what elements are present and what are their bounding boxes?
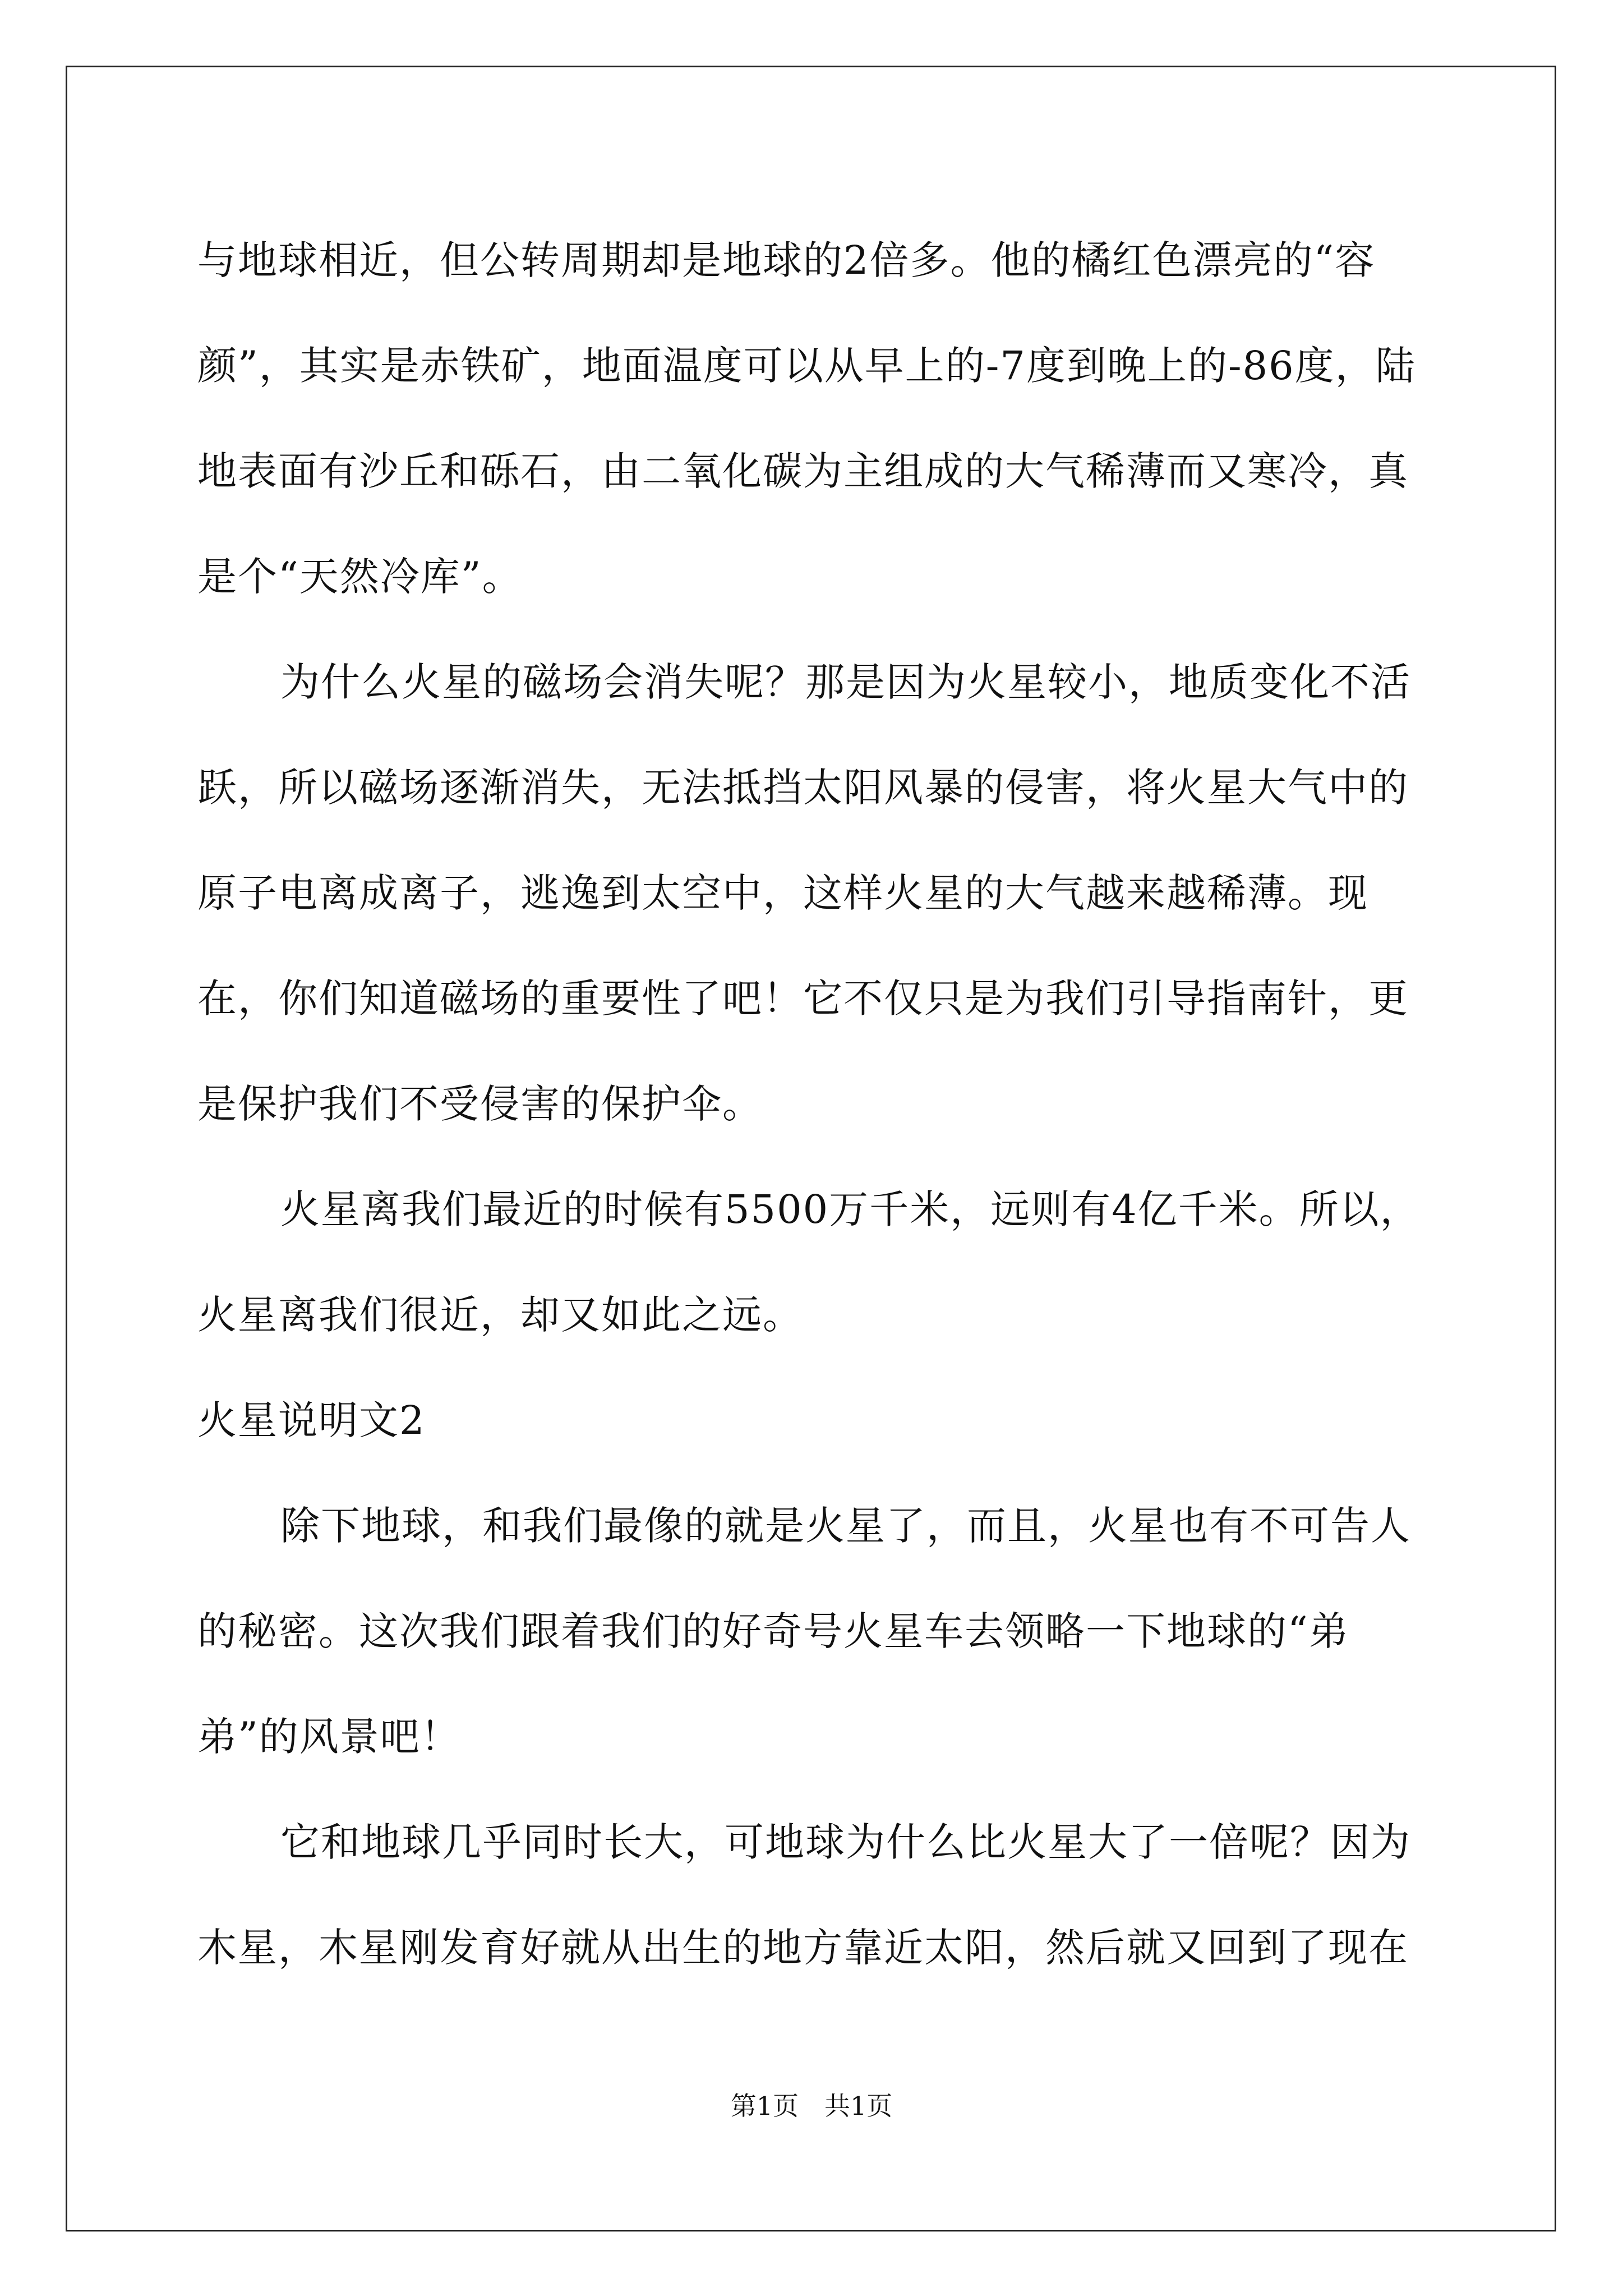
paragraph-1: 与地球相近，但公转周期却是地球的2倍多。他的橘红色漂亮的“容颜”，其实是赤铁矿，地面温度可以从早上的-7度到晚上的-86度，陆地表面有沙丘和砾石，由二氧化碳为主组成的大气稀薄而又寒冷，真是个“天然冷库”。 xyxy=(197,237,1416,600)
document-body xyxy=(197,208,1431,2000)
paragraph-4: 除下地球，和我们最像的就是火星了，而且，火星也有不可告人的秘密。这次我们跟着我们的好奇号火星车去领略一下地球的“弟弟”的风景吧！ xyxy=(197,1503,1411,1760)
section-heading: 火星说明文2 xyxy=(197,1397,426,1443)
paragraph-3: 火星离我们最近的时候有5500万千米，远则有4亿千米。所以，火星离我们很近，却又如此之远。 xyxy=(197,1186,1421,1338)
paragraph-5: 它和地球几乎同时长大，可地球为什么比火星大了一倍呢？因为木星，木星刚发育好就从出生的地方靠近太阳，然后就又回到了现在 xyxy=(197,1819,1411,1971)
paragraph-2: 为什么火星的磁场会消失呢？那是因为火星较小，地质变化不活跃，所以磁场逐渐消失，无法抵挡太阳风暴的侵害，将火星大气中的原子电离成离子，逃逸到太空中，这样火星的大气越来越稀薄。现在，你们知道磁场的重要性了吧！它不仅只是为我们引导指南针，更是保护我们不受侵害的保护伞。 xyxy=(197,659,1411,1127)
page-number-footer: 第1页 共1页 xyxy=(730,2091,893,2121)
